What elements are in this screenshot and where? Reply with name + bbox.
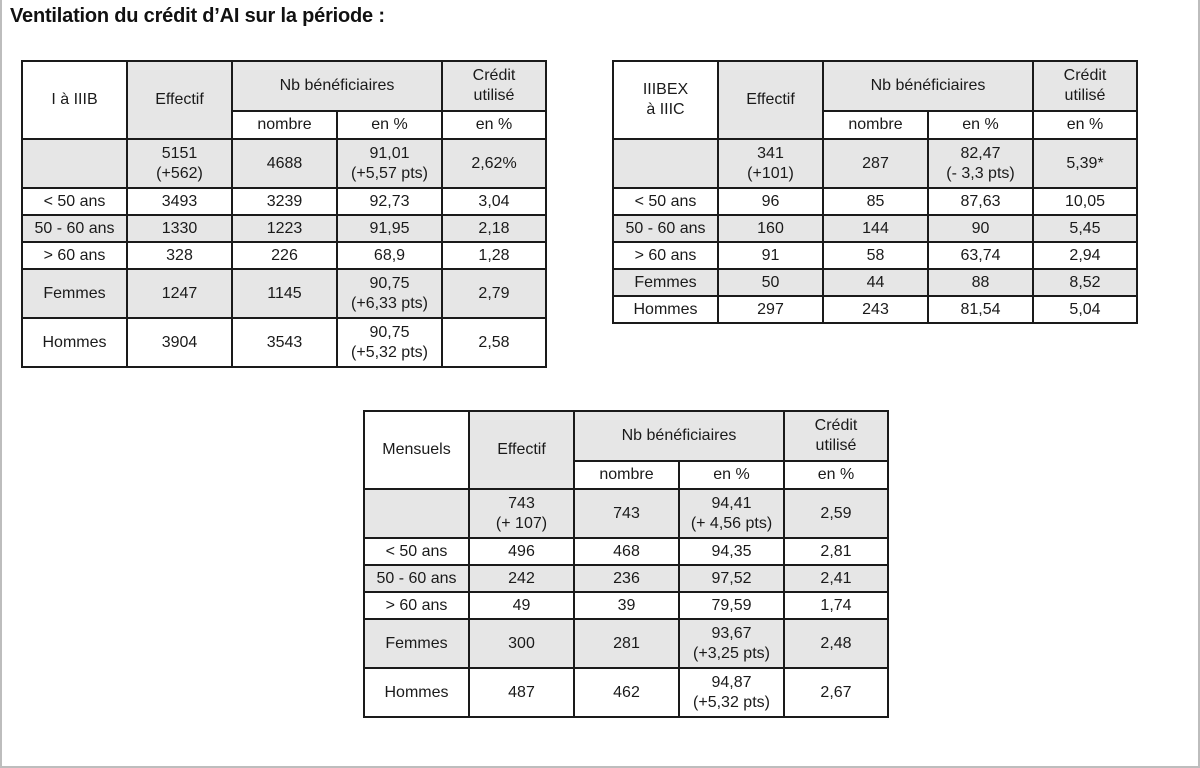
- table-row: [22, 318, 546, 367]
- cell-credit: 8,52: [1033, 269, 1137, 296]
- cell-nombre: 236: [574, 565, 679, 592]
- header-effectif: Effectif: [718, 61, 823, 139]
- header-credit-utilise: Crédit utilisé: [1033, 61, 1137, 111]
- cell-nombre: 1223: [232, 215, 337, 242]
- cell-pct: 94,35: [679, 538, 784, 565]
- row-label: Femmes: [613, 269, 718, 296]
- cell-pct: 81,54: [928, 296, 1033, 323]
- header-en-pct: en %: [928, 111, 1033, 139]
- cell-effectif: 743 (+ 107): [469, 489, 574, 538]
- table-row: [364, 489, 888, 538]
- cell-credit: 2,62%: [442, 139, 546, 188]
- cell-effectif: 91: [718, 242, 823, 269]
- cell-nombre: 281: [574, 619, 679, 668]
- cell-effectif: 242: [469, 565, 574, 592]
- row-label: < 50 ans: [364, 538, 469, 565]
- cell-effectif: 96: [718, 188, 823, 215]
- row-label: > 60 ans: [22, 242, 127, 269]
- cell-credit: 3,04: [442, 188, 546, 215]
- cell-nombre: 4688: [232, 139, 337, 188]
- cell-pct: 90,75 (+5,32 pts): [337, 318, 442, 367]
- cell-credit: 2,79: [442, 269, 546, 318]
- cell-pct: 92,73: [337, 188, 442, 215]
- header-nombre: nombre: [574, 461, 679, 489]
- cell-credit: 2,18: [442, 215, 546, 242]
- cell-credit: 1,74: [784, 592, 888, 619]
- row-label: Hommes: [22, 318, 127, 367]
- cell-credit: 2,59: [784, 489, 888, 538]
- table-row: [613, 242, 1137, 269]
- cell-pct: 88: [928, 269, 1033, 296]
- header-nombre: nombre: [823, 111, 928, 139]
- table-mensuels: [363, 410, 889, 718]
- header-credit-en-pct: en %: [784, 461, 888, 489]
- cell-pct: 82,47 (- 3,3 pts): [928, 139, 1033, 188]
- row-label: > 60 ans: [364, 592, 469, 619]
- cell-nombre: 743: [574, 489, 679, 538]
- row-label: [613, 139, 718, 188]
- header-effectif: Effectif: [127, 61, 232, 139]
- table-row: [364, 668, 888, 717]
- cell-nombre: 144: [823, 215, 928, 242]
- cell-pct: 87,63: [928, 188, 1033, 215]
- row-label: Hommes: [613, 296, 718, 323]
- table-label: IIIBEX à IIIC: [613, 61, 718, 139]
- cell-pct: 94,87 (+5,32 pts): [679, 668, 784, 717]
- table-iiibex-a-iiic: [612, 60, 1138, 324]
- cell-effectif: 328: [127, 242, 232, 269]
- cell-pct: 68,9: [337, 242, 442, 269]
- header-en-pct: en %: [679, 461, 784, 489]
- cell-effectif: 3904: [127, 318, 232, 367]
- row-label: < 50 ans: [613, 188, 718, 215]
- header-credit-utilise: Crédit utilisé: [442, 61, 546, 111]
- row-label: Femmes: [22, 269, 127, 318]
- cell-nombre: 243: [823, 296, 928, 323]
- cell-credit: 2,94: [1033, 242, 1137, 269]
- cell-pct: 91,01 (+5,57 pts): [337, 139, 442, 188]
- cell-credit: 10,05: [1033, 188, 1137, 215]
- cell-credit: 5,39*: [1033, 139, 1137, 188]
- header-en-pct: en %: [337, 111, 442, 139]
- cell-pct: 94,41 (+ 4,56 pts): [679, 489, 784, 538]
- row-label: Hommes: [364, 668, 469, 717]
- table-row: [613, 215, 1137, 242]
- table-row: [22, 242, 546, 269]
- table-row: [22, 139, 546, 188]
- table-row: [22, 215, 546, 242]
- cell-pct: 90,75 (+6,33 pts): [337, 269, 442, 318]
- table-label: I à IIIB: [22, 61, 127, 139]
- cell-effectif: 160: [718, 215, 823, 242]
- row-label: [22, 139, 127, 188]
- row-label: Femmes: [364, 619, 469, 668]
- header-effectif: Effectif: [469, 411, 574, 489]
- row-label: < 50 ans: [22, 188, 127, 215]
- cell-pct: 90: [928, 215, 1033, 242]
- cell-pct: 79,59: [679, 592, 784, 619]
- header-nb-beneficiaires: Nb bénéficiaires: [574, 411, 784, 461]
- table-row: [364, 565, 888, 592]
- header-credit-en-pct: en %: [442, 111, 546, 139]
- cell-effectif: 1330: [127, 215, 232, 242]
- table-row: [364, 619, 888, 668]
- row-label: 50 - 60 ans: [613, 215, 718, 242]
- cell-effectif: 297: [718, 296, 823, 323]
- header-credit-en-pct: en %: [1033, 111, 1137, 139]
- cell-effectif: 487: [469, 668, 574, 717]
- table-row: [613, 188, 1137, 215]
- row-label: > 60 ans: [613, 242, 718, 269]
- cell-credit: 2,48: [784, 619, 888, 668]
- cell-nombre: 468: [574, 538, 679, 565]
- cell-credit: 2,41: [784, 565, 888, 592]
- row-label: 50 - 60 ans: [22, 215, 127, 242]
- cell-pct: 93,67 (+3,25 pts): [679, 619, 784, 668]
- table-i-a-iiib: [21, 60, 547, 368]
- cell-nombre: 39: [574, 592, 679, 619]
- cell-nombre: 1145: [232, 269, 337, 318]
- table-row: [22, 188, 546, 215]
- cell-credit: 5,04: [1033, 296, 1137, 323]
- cell-effectif: 3493: [127, 188, 232, 215]
- cell-credit: 2,58: [442, 318, 546, 367]
- table-row: [364, 538, 888, 565]
- header-nb-beneficiaires: Nb bénéficiaires: [232, 61, 442, 111]
- cell-effectif: 50: [718, 269, 823, 296]
- table-row: [613, 269, 1137, 296]
- cell-pct: 97,52: [679, 565, 784, 592]
- table-row: [613, 296, 1137, 323]
- cell-nombre: 287: [823, 139, 928, 188]
- page-title: Ventilation du crédit d’AI sur la période :: [10, 5, 385, 27]
- cell-credit: 1,28: [442, 242, 546, 269]
- cell-pct: 63,74: [928, 242, 1033, 269]
- cell-nombre: 462: [574, 668, 679, 717]
- cell-effectif: 496: [469, 538, 574, 565]
- cell-credit: 2,67: [784, 668, 888, 717]
- row-label: 50 - 60 ans: [364, 565, 469, 592]
- cell-nombre: 58: [823, 242, 928, 269]
- cell-pct: 91,95: [337, 215, 442, 242]
- cell-nombre: 44: [823, 269, 928, 296]
- header-credit-utilise: Crédit utilisé: [784, 411, 888, 461]
- cell-credit: 2,81: [784, 538, 888, 565]
- cell-effectif: 49: [469, 592, 574, 619]
- cell-nombre: 3543: [232, 318, 337, 367]
- header-nb-beneficiaires: Nb bénéficiaires: [823, 61, 1033, 111]
- table-label: Mensuels: [364, 411, 469, 489]
- cell-effectif: 1247: [127, 269, 232, 318]
- header-nombre: nombre: [232, 111, 337, 139]
- row-label: [364, 489, 469, 538]
- cell-effectif: 5151 (+562): [127, 139, 232, 188]
- table-row: [613, 139, 1137, 188]
- table-row: [364, 592, 888, 619]
- cell-credit: 5,45: [1033, 215, 1137, 242]
- cell-nombre: 226: [232, 242, 337, 269]
- cell-nombre: 3239: [232, 188, 337, 215]
- cell-nombre: 85: [823, 188, 928, 215]
- cell-effectif: 300: [469, 619, 574, 668]
- table-row: [22, 269, 546, 318]
- cell-effectif: 341 (+101): [718, 139, 823, 188]
